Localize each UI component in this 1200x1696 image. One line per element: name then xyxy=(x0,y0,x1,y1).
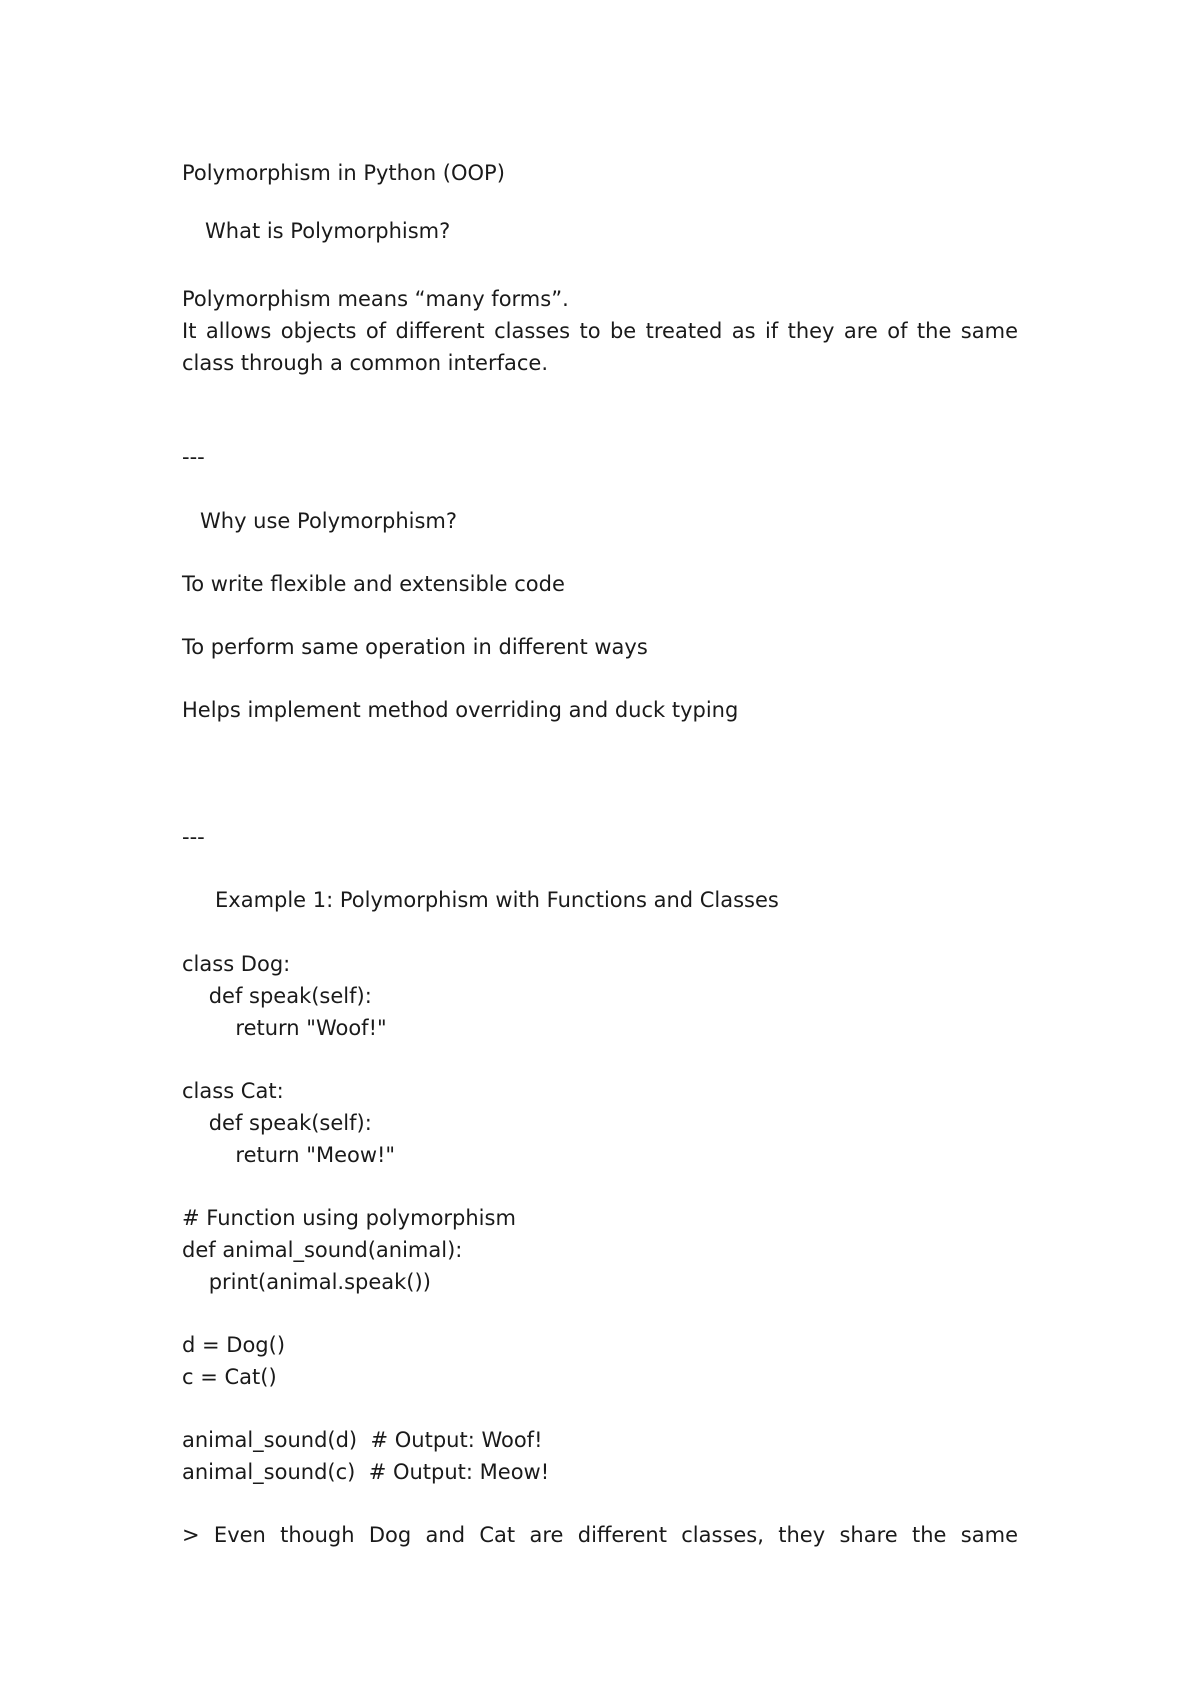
code-comment-line: # Function using polymorphism xyxy=(182,1206,516,1230)
code-line: return "Woof!" xyxy=(182,1016,387,1040)
code-line: animal_sound(d) # Output: Woof! xyxy=(182,1428,543,1452)
code-line: def speak(self): xyxy=(182,984,372,1008)
code-line: d = Dog() xyxy=(182,1333,286,1357)
document-title: Polymorphism in Python (OOP) xyxy=(182,161,505,185)
definition-line-2: It allows objects of different classes to be treated as if they are of the same xyxy=(182,319,1018,343)
code-line: animal_sound(c) # Output: Meow! xyxy=(182,1460,550,1484)
code-line: print(animal.speak()) xyxy=(182,1270,431,1294)
why-item: Helps implement method overriding and duck typing xyxy=(182,698,739,722)
code-line: return "Meow!" xyxy=(182,1143,396,1167)
separator-1: --- xyxy=(182,445,205,469)
code-line: c = Cat() xyxy=(182,1365,277,1389)
code-line: class Cat: xyxy=(182,1079,284,1103)
heading-what-is-polymorphism: What is Polymorphism? xyxy=(205,219,451,243)
note-blockquote: > Even though Dog and Cat are different classes, they share the same xyxy=(182,1523,1018,1547)
definition-line-1: Polymorphism means “many forms”. xyxy=(182,287,569,311)
why-item: To perform same operation in different ways xyxy=(182,635,648,659)
definition-line-3: class through a common interface. xyxy=(182,351,549,375)
separator-2: --- xyxy=(182,825,205,849)
why-item: To write flexible and extensible code xyxy=(182,572,565,596)
heading-why-use-polymorphism: Why use Polymorphism? xyxy=(200,509,458,533)
code-line: class Dog: xyxy=(182,952,291,976)
heading-example-1: Example 1: Polymorphism with Functions and Classes xyxy=(215,888,779,912)
code-line: def speak(self): xyxy=(182,1111,372,1135)
code-line: def animal_sound(animal): xyxy=(182,1238,463,1262)
